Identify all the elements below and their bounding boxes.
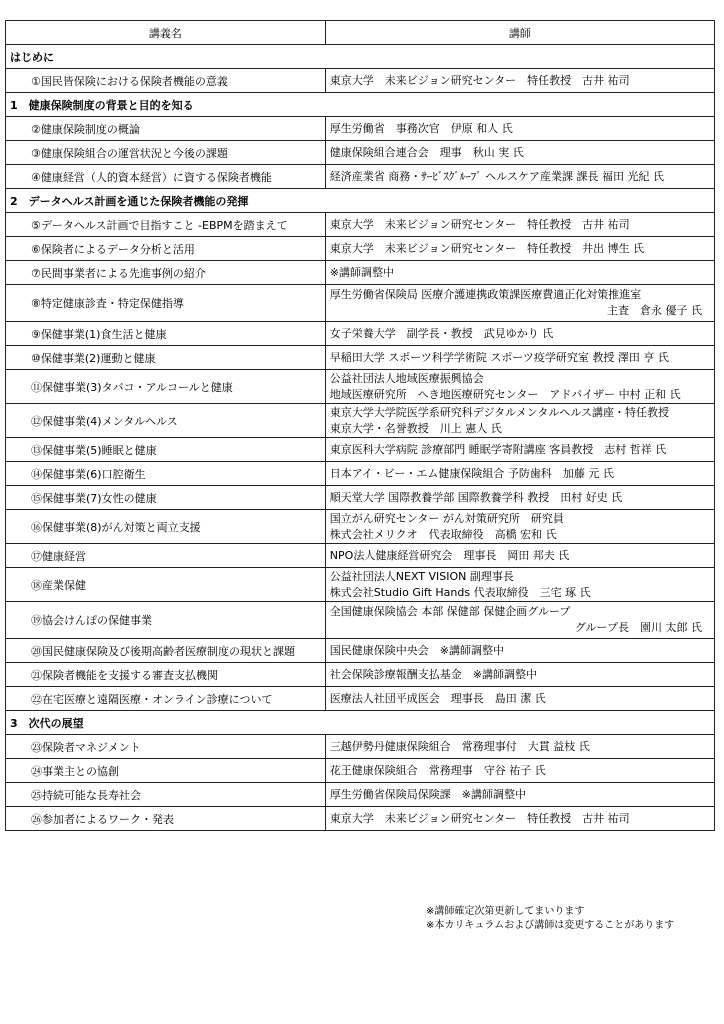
section-row xyxy=(6,45,715,69)
lecture-name: ㉓保険者マネジメント xyxy=(6,735,326,759)
table-row xyxy=(6,602,715,639)
lecturer-cell xyxy=(325,783,714,807)
lecturer-text: 東京大学 未来ビジョン研究センター 特任教授 井出 博生 氏 xyxy=(329,241,645,255)
table-row xyxy=(6,486,715,510)
lecture-name: ㉔事業主との協創 xyxy=(6,759,326,783)
table-row xyxy=(6,285,715,322)
table-row xyxy=(6,807,715,831)
lecture-name: ㉖参加者によるワーク・発表 xyxy=(6,807,326,831)
lecturer-text: 株式会社Studio Gift Hands 代表取締役 三宅 琢 氏 xyxy=(329,585,591,599)
lecturer-cell xyxy=(325,735,714,759)
lecturer-text: 公益社団法人地域医療振興協会 xyxy=(329,371,484,385)
lecturer-text: ※講師調整中 xyxy=(329,265,395,279)
lecturer-cell xyxy=(325,486,714,510)
lecturer-cell xyxy=(325,213,714,237)
lecturer-text: 国立がん研究センター がん対策研究所 研究員 xyxy=(329,511,564,525)
lecturer-text: 主査 倉永 優子 氏 xyxy=(607,304,702,317)
table-row xyxy=(6,346,715,370)
curriculum-table xyxy=(5,20,715,831)
lecturer-text: NPO法人健康経営研究会 理事長 岡田 邦夫 氏 xyxy=(329,548,570,562)
lecturer-cell xyxy=(325,370,714,404)
table-row xyxy=(6,69,715,93)
lecturer-text: 東京医科大学病院 診療部門 睡眠学寄附講座 客員教授 志村 哲祥 氏 xyxy=(329,442,667,456)
lecture-name: ⑮保健事業(7)女性の健康 xyxy=(6,486,326,510)
lecture-name: ⑫保健事業(4)メンタルヘルス xyxy=(6,404,326,438)
lecture-name: ⑥保険者によるデータ分析と活用 xyxy=(6,237,326,261)
table-row xyxy=(6,735,715,759)
lecturer-cell xyxy=(325,510,714,544)
lecturer-text: 東京大学 未来ビジョン研究センター 特任教授 古井 祐司 xyxy=(329,73,630,87)
table-row xyxy=(6,117,715,141)
footnote: ※講師確定次第更新してまいります xyxy=(426,906,585,917)
section-row xyxy=(6,711,715,735)
lecturer-cell xyxy=(325,141,714,165)
footnote: ※本カリキュラムおよび講師は変更することがあります xyxy=(426,920,675,931)
lecturer-cell xyxy=(325,687,714,711)
lecturer-text: 東京大学 未来ビジョン研究センター 特任教授 古井 祐司 xyxy=(329,217,630,231)
lecturer-text: 健康保険組合連合会 理事 秋山 実 氏 xyxy=(329,145,524,159)
lecture-name: ㉒在宅医療と遠隔医療・オンライン診療について xyxy=(6,687,326,711)
lecturer-cell xyxy=(325,117,714,141)
lecturer-text: 厚生労働省保険局保険課 ※講師調整中 xyxy=(329,787,527,801)
table-row xyxy=(6,370,715,404)
section-title: はじめに xyxy=(6,45,715,69)
lecturer-text: 株式会社メリクオ 代表取締役 高橋 宏和 氏 xyxy=(329,527,557,541)
lecturer-cell xyxy=(325,602,714,639)
lecture-name: ⑲協会けんぽの保健事業 xyxy=(6,602,326,639)
lecture-name: ①国民皆保険における保険者機能の意義 xyxy=(6,69,326,93)
table-row xyxy=(6,237,715,261)
lecture-name: ⑱産業保健 xyxy=(6,568,326,602)
lecture-name: ⑭保健事業(6)口腔衛生 xyxy=(6,462,326,486)
lecturer-cell xyxy=(325,544,714,568)
section-title: 2 データヘルス計画を通じた保険者機能の発揮 xyxy=(6,189,715,213)
lecturer-cell xyxy=(325,759,714,783)
lecturer-cell xyxy=(325,165,714,189)
lecturer-text: 地域医療研究所 へき地医療研究センター アドバイザー 中村 正和 氏 xyxy=(329,387,681,401)
header-lecture: 講義名 xyxy=(6,21,326,45)
table-row xyxy=(6,261,715,285)
lecturer-cell xyxy=(325,462,714,486)
lecturer-cell xyxy=(325,639,714,663)
table-row xyxy=(6,759,715,783)
table-row xyxy=(6,544,715,568)
table-row xyxy=(6,322,715,346)
lecturer-cell xyxy=(325,404,714,438)
lecturer-text: 経済産業省 商務・ｻｰﾋﾞｽｸﾞﾙｰﾌﾟ ヘルスケア産業課 課長 福田 光紀 氏 xyxy=(329,169,664,183)
lecture-name: ㉑保険者機能を支援する審査支払機関 xyxy=(6,663,326,687)
table-row xyxy=(6,462,715,486)
lecturer-text: 医療法人社団平成医会 理事長 島田 潔 氏 xyxy=(329,691,546,705)
table-header-row xyxy=(6,21,715,45)
table-row xyxy=(6,438,715,462)
lecturer-text: 花王健康保険組合 常務理事 守谷 祐子 氏 xyxy=(329,763,546,777)
lecture-name: ⑳国民健康保険及び後期高齢者医療制度の現状と課題 xyxy=(6,639,326,663)
lecture-name: ⑰健康経営 xyxy=(6,544,326,568)
table-row xyxy=(6,639,715,663)
lecturer-text: 国民健康保険中央会 ※講師調整中 xyxy=(329,643,505,657)
section-title: 3 次代の展望 xyxy=(6,711,715,735)
lecturer-text: 日本アイ・ビー・エム健康保険組合 予防歯科 加藤 元 氏 xyxy=(329,466,614,480)
lecturer-text: 東京大学 未来ビジョン研究センター 特任教授 古井 祐司 xyxy=(329,811,630,825)
lecture-name: ②健康保険制度の概論 xyxy=(6,117,326,141)
table-row xyxy=(6,568,715,602)
lecturer-text: 社会保険診療報酬支払基金 ※講師調整中 xyxy=(329,667,538,681)
lecture-name: ⑯保健事業(8)がん対策と両立支援 xyxy=(6,510,326,544)
table-row xyxy=(6,687,715,711)
lecture-name: ③健康保険組合の運営状況と今後の課題 xyxy=(6,141,326,165)
lecture-name: ㉕持続可能な長寿社会 xyxy=(6,783,326,807)
table-row xyxy=(6,663,715,687)
lecturer-text: 東京大学・名誉教授 川上 憲人 氏 xyxy=(329,421,502,435)
lecture-name: ⑩保健事業(2)運動と健康 xyxy=(6,346,326,370)
lecturer-text: 早稲田大学 スポーツ科学学術院 スポーツ疫学研究室 教授 澤田 亨 氏 xyxy=(329,350,669,364)
lecture-name: ⑤データヘルス計画で目指すこと -EBPMを踏まえて xyxy=(6,213,326,237)
table-row xyxy=(6,141,715,165)
table-row xyxy=(6,510,715,544)
lecturer-text: 公益社団法人NEXT VISION 副理事長 xyxy=(329,569,514,583)
lecturer-cell xyxy=(325,322,714,346)
lecturer-text: 全国健康保険協会 本部 保健部 保健企画グループ xyxy=(329,605,571,618)
lecturer-text: 東京大学大学院医学系研究科デジタルメンタルヘルス講座・特任教授 xyxy=(329,405,670,419)
table-row xyxy=(6,783,715,807)
header-lecturer: 講師 xyxy=(325,21,714,45)
lecturer-cell xyxy=(325,663,714,687)
lecture-name: ⑧特定健康診査・特定保健指導 xyxy=(6,285,326,322)
lecturer-text: 女子栄養大学 副学長・教授 武見ゆかり 氏 xyxy=(329,326,554,340)
lecturer-text: 厚生労働省保険局 医療介護連携政策課医療費適正化対策推進室 xyxy=(329,288,642,301)
lecturer-cell xyxy=(325,285,714,322)
section-row xyxy=(6,93,715,117)
table-row xyxy=(6,213,715,237)
lecture-name: ⑨保健事業(1)食生活と健康 xyxy=(6,322,326,346)
lecture-name: ⑬保健事業(5)睡眠と健康 xyxy=(6,438,326,462)
lecturer-cell xyxy=(325,807,714,831)
section-title: 1 健康保険制度の背景と目的を知る xyxy=(6,93,715,117)
lecture-name: ⑪保健事業(3)タバコ・アルコールと健康 xyxy=(6,370,326,404)
lecturer-text: 順天堂大学 国際教養学部 国際教養学科 教授 田村 好史 氏 xyxy=(329,490,623,504)
lecturer-text: 三越伊勢丹健康保険組合 常務理事付 大貫 益枝 氏 xyxy=(329,739,590,753)
lecturer-text: グループ長 園川 太郎 氏 xyxy=(574,621,702,634)
lecturer-text: 厚生労働省 事務次官 伊原 和人 氏 xyxy=(329,121,513,135)
section-row xyxy=(6,189,715,213)
table-row xyxy=(6,165,715,189)
lecture-name: ④健康経営（人的資本経営）に資する保険者機能 xyxy=(6,165,326,189)
lecturer-cell xyxy=(325,261,714,285)
table-row xyxy=(6,404,715,438)
lecturer-cell xyxy=(325,346,714,370)
lecturer-cell xyxy=(325,438,714,462)
footnotes xyxy=(426,905,674,933)
lecturer-cell xyxy=(325,237,714,261)
lecture-name: ⑦民間事業者による先進事例の紹介 xyxy=(6,261,326,285)
lecturer-cell xyxy=(325,69,714,93)
lecturer-cell xyxy=(325,568,714,602)
